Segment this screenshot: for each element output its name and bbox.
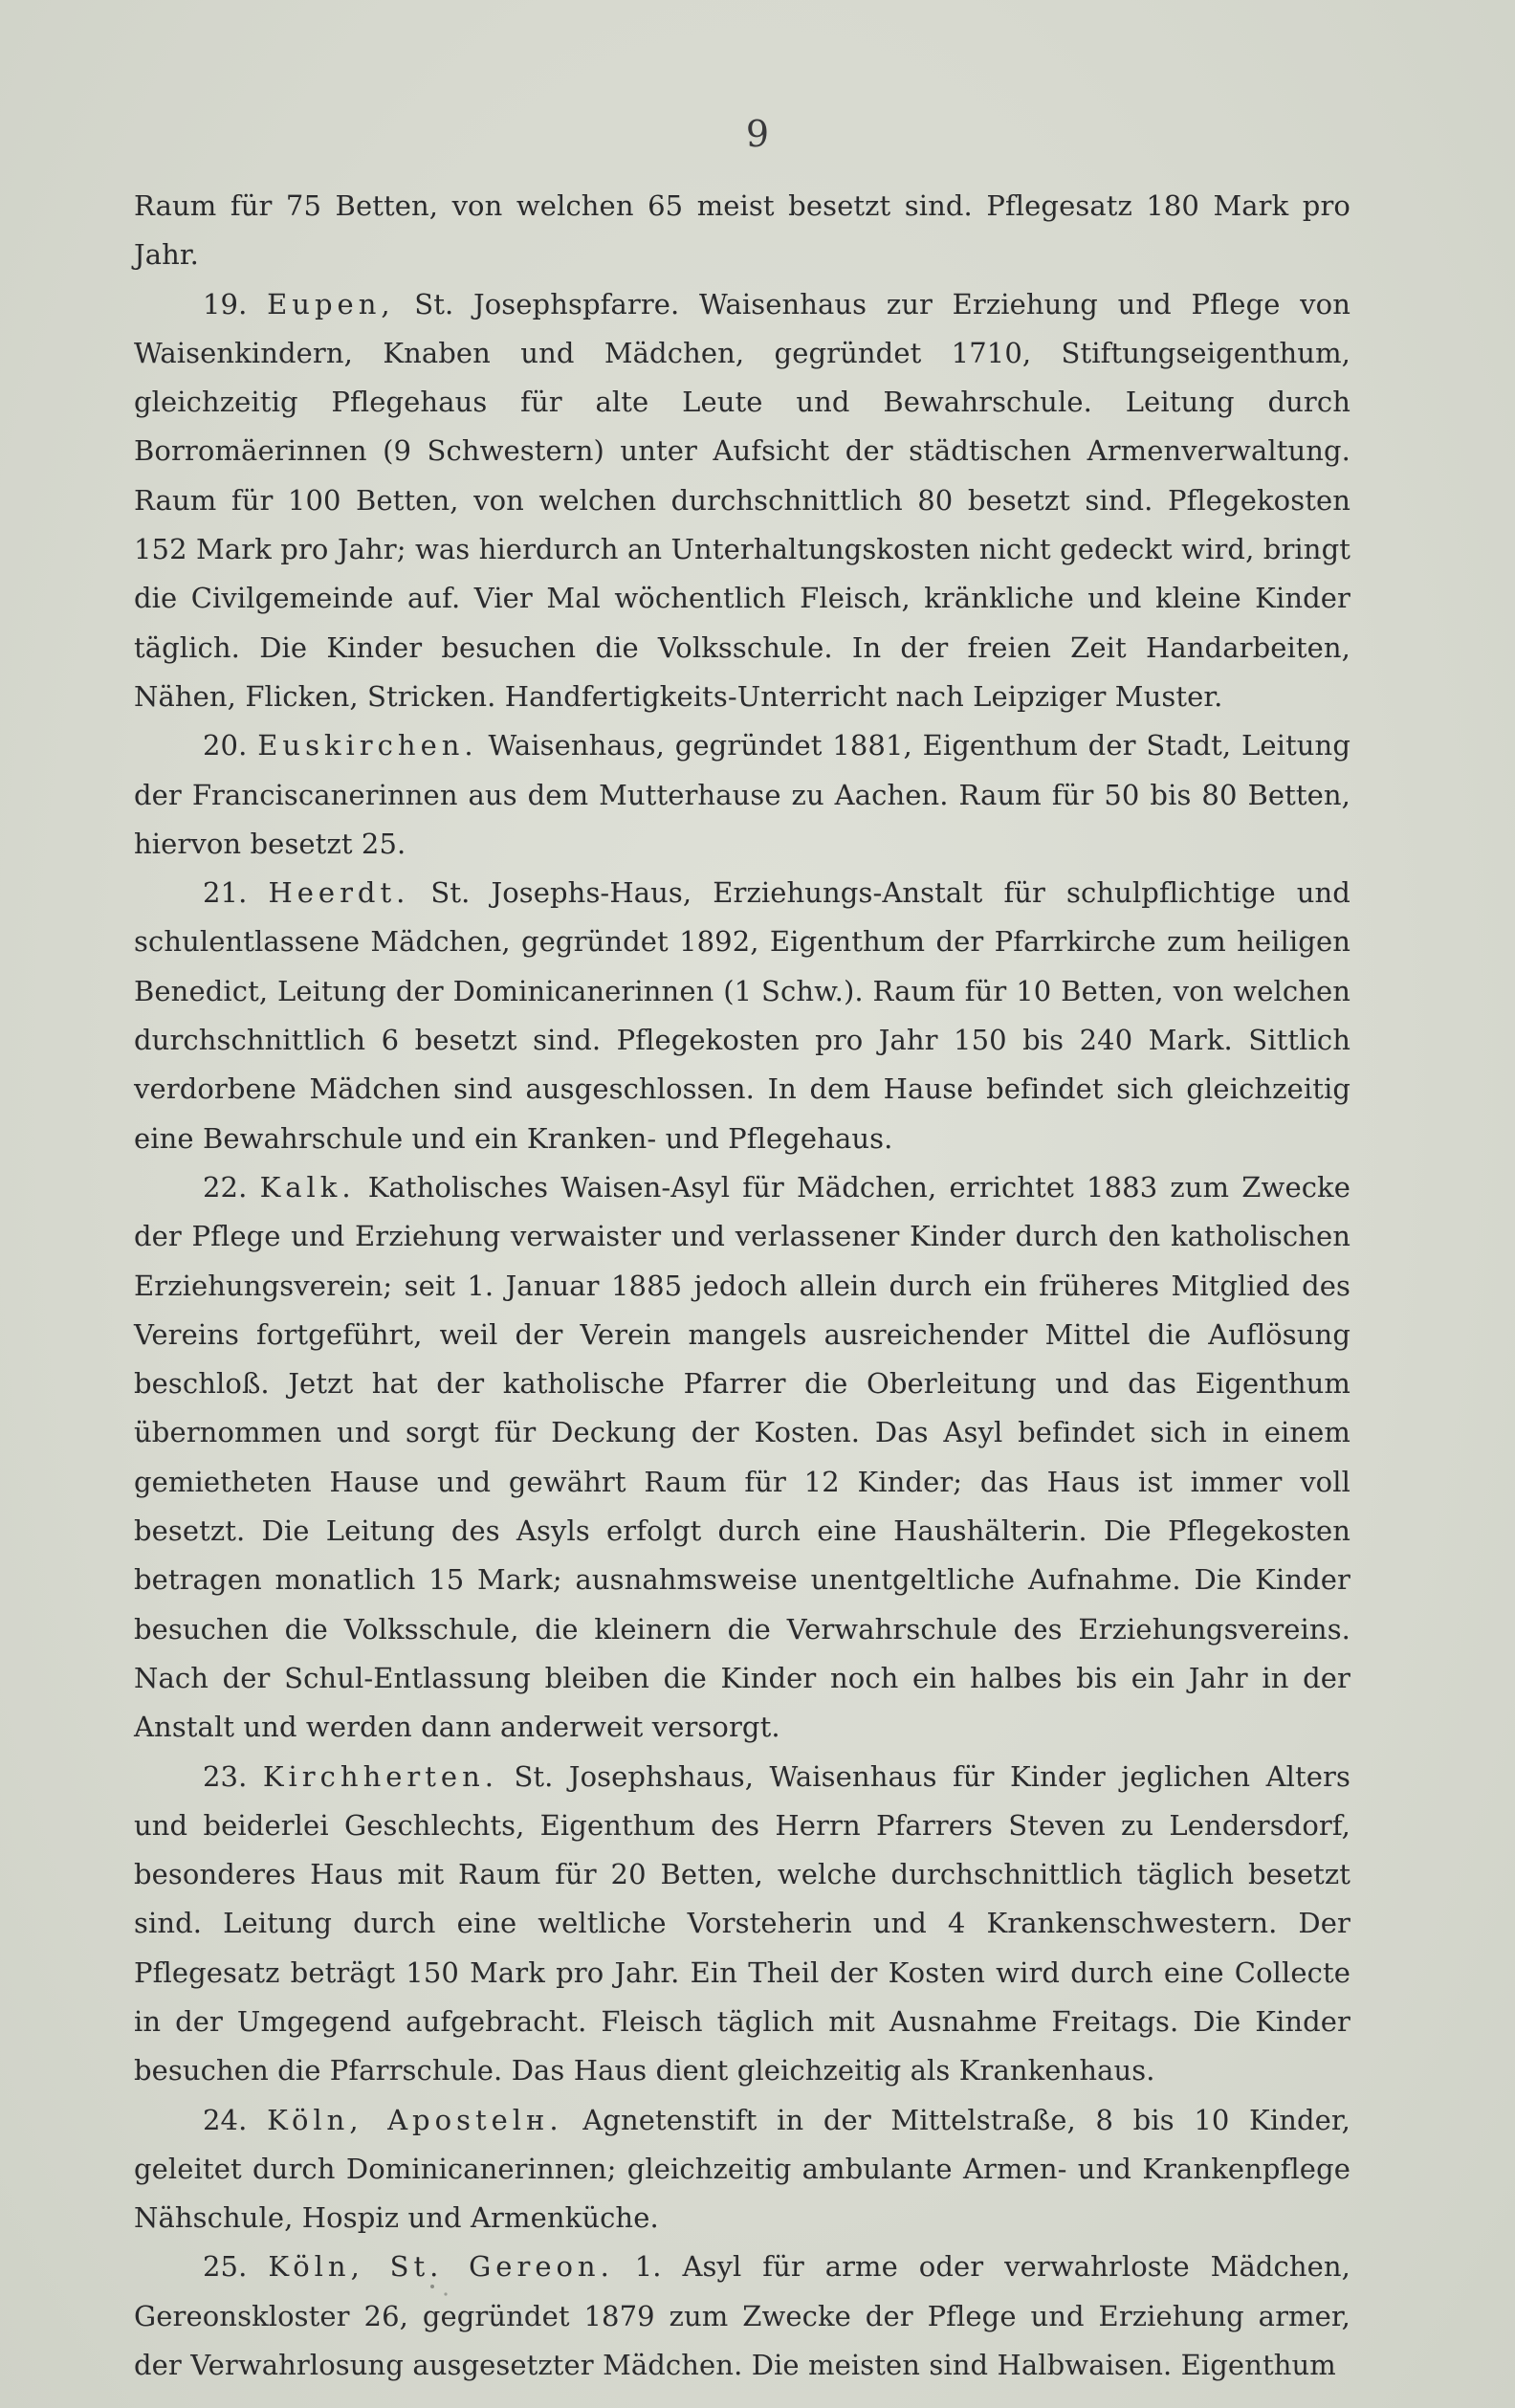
entry-24 — [134, 2096, 1350, 2243]
entry-number: 24. — [203, 2103, 248, 2136]
entry-20 — [134, 721, 1350, 869]
entry-number: 19. — [203, 287, 248, 320]
entry-text: St. Josephs-Haus, Erziehungs-Anstalt für schulpflichtige und schulentlassene Mädchen, gegründet 1892, Eigenthum der Pfarrkirche zum heiligen Benedict, Leitung der Dominicanerinnen (1 Schw.). Raum für 10 Betten, von welchen durchschnittlich 6 besetzt sind. Pflegekosten pro Jahr 150 bis 240 Mark. Sittlich verdorbene Mädchen sind ausgeschlossen. In dem Hause befindet sich gleichzeitig eine Bewahrschule und ein Kranken- und Pflegehaus. — [134, 876, 1350, 1155]
entry-text: 1. Asyl für arme oder verwahrloste Mädchen, Gereonskloster 26, gegründet 1879 zum Zwecke der Pflege und Erziehung armer, der Verwahrlosung ausgesetzter Mädchen. Die meisten sind Halbwaisen. Eigenthum — [134, 2250, 1351, 2382]
entry-place: Köln, Apostelн. — [267, 2103, 563, 2136]
body-text — [134, 182, 1350, 2390]
entry-place: Kalk. — [259, 1170, 356, 1204]
entry-23 — [134, 1753, 1350, 2096]
entry-text: St. Josephspfarre. Waisenhaus zur Erziehung und Pflege von Waisenkindern, Knaben und Mädchen, gegründet 1710, Stiftungseigenthum, gleichzeitig Pflegehaus für alte Leute und Bewahrschule. Leitung durch Borromäerinnen (9 Schwestern) unter Aufsicht der städtischen Armenverwaltung. Raum für 100 Betten, von welchen durchschnittlich 80 besetzt sind. Pflegekosten 152 Mark pro Jahr; was hierdurch an Unterhaltungskosten nicht gedeckt wird, bringt die Civilgemeinde auf. Vier Mal wöchentlich Fleisch, kränkliche und kleine Kinder täglich. Die Kinder besuchen die Volksschule. In der freien Zeit Handarbeiten, Nähen, Flicken, Stricken. Handfertigkeits-Unterricht nach Leipziger Muster. — [134, 287, 1351, 713]
entry-number: 21. — [203, 876, 248, 910]
intro-paragraph: Raum für 75 Betten, von welchen 65 meist besetzt sind. Pflegesatz 180 Mark pro Jahr. — [134, 189, 1350, 272]
paper-specks — [428, 2281, 467, 2304]
entry-22 — [134, 1163, 1350, 1753]
entry-text: Agnetenstift in der Mittelstraße, 8 bis 10 Kinder, geleitet durch Dominicanerinnen; gleichzeitig ambulante Armen- und Krankenpflege Nähschule, Hospiz und Armenküche. — [134, 2103, 1350, 2235]
entry-place: Heerdt. — [268, 876, 410, 910]
entry-number: 23. — [203, 1759, 248, 1793]
entry-number: 20. — [203, 729, 248, 762]
entry-19 — [134, 280, 1350, 722]
entry-place: Kirchherten. — [262, 1759, 498, 1793]
entry-place: Köln, St. Gereon. — [268, 2250, 614, 2284]
entry-25 — [134, 2242, 1350, 2390]
entry-text: Katholisches Waisen-Asyl für Mädchen, errichtet 1883 zum Zwecke der Pflege und Erziehung verwaister und verlassener Kinder durch den katholischen Erziehungsverein; seit 1. Januar 1885 jedoch allein durch ein früheres Mitglied des Vereins fortgeführt, weil der Verein mangels ausreichender Mittel die Auflösung beschloß. Jetzt hat der katholische Pfarrer die Oberleitung und das Eigenthum übernommen und sorgt für Deckung der Kosten. Das Asyl befindet sich in einem gemietheten Hause und gewährt Raum für 12 Kinder; das Haus ist immer voll besetzt. Die Leitung des Asyls erfolgt durch eine Haushälterin. Die Pflegekosten betragen monatlich 15 Mark; ausnahmsweise unentgeltliche Aufnahme. Die Kinder besuchen die Volksschule, die kleinern die Verwahrschule des Erziehungsvereins. Nach der Schul-Entlassung bleiben die Kinder noch ein halbes bis ein Jahr in der Anstalt und werden dann anderweit versorgt. — [134, 1170, 1350, 1744]
page-number: 9 — [745, 113, 770, 155]
entry-number: 22. — [203, 1170, 248, 1204]
entry-text: St. Josephshaus, Waisenhaus für Kinder jeglichen Alters und beiderlei Geschlechts, Eigenthum des Herrn Pfarrers Steven zu Lendersdorf, besonderes Haus mit Raum für 20 Betten, welche durchschnittlich täglich besetzt sind. Leitung durch eine weltliche Vorsteherin und 4 Krankenschwestern. Der Pflegesatz beträgt 150 Mark pro Jahr. Ein Theil der Kosten wird durch eine Collecte in der Umgegend aufgebracht. Fleisch täglich mit Ausnahme Freitags. Die Kinder besuchen die Pfarrschule. Das Haus dient gleichzeitig als Krankenhaus. — [134, 1759, 1350, 2088]
entry-number: 25. — [203, 2250, 248, 2284]
entry-place: Euskirchen. — [257, 729, 478, 762]
entry-text: Waisenhaus, gegründet 1881, Eigenthum der Stadt, Leitung der Franciscanerinnen aus dem Mutterhause zu Aachen. Raum für 50 bis 80 Betten, hiervon besetzt 25. — [134, 729, 1350, 860]
entry-21 — [134, 869, 1350, 1163]
entry-place: Eupen, — [267, 287, 395, 320]
